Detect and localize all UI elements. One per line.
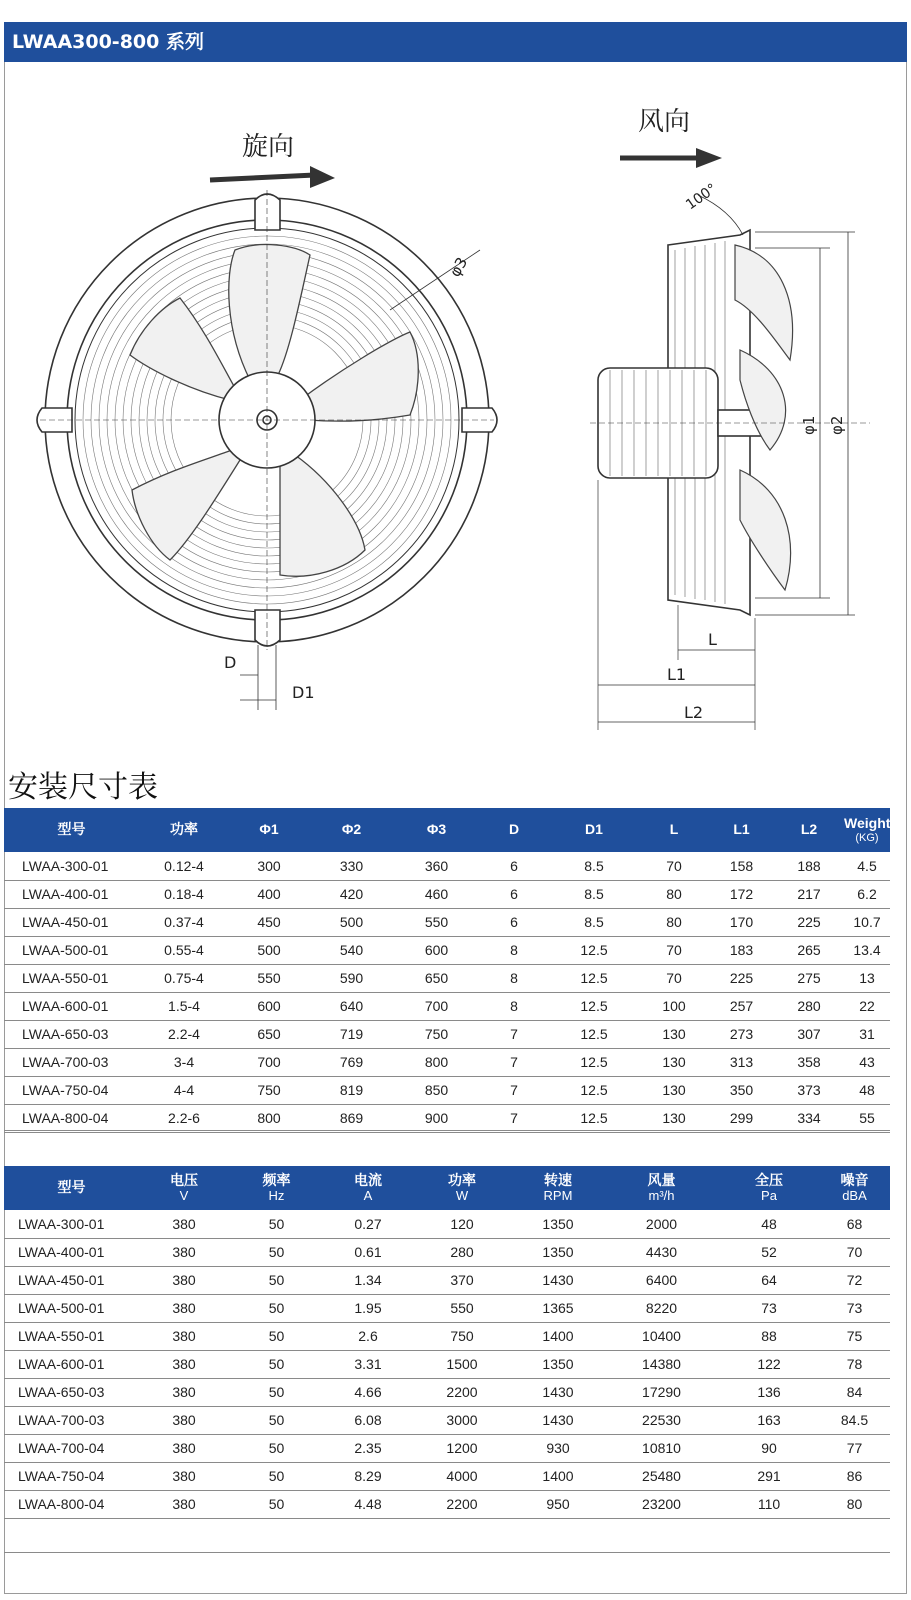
table-cell: 50: [229, 1266, 324, 1294]
table-cell: 300: [229, 852, 309, 880]
table-cell: 380: [139, 1266, 229, 1294]
table-cell: 78: [819, 1350, 890, 1378]
table-cell: 73: [819, 1294, 890, 1322]
table-cell: 2.35: [324, 1434, 412, 1462]
table-cell: 86: [819, 1462, 890, 1490]
header-cell: [412, 1166, 512, 1210]
table-cell: 700: [394, 992, 479, 1020]
header-label: 风量: [647, 1172, 676, 1189]
table-cell: 2.2-6: [139, 1104, 229, 1132]
table-cell: 12.5: [549, 964, 639, 992]
table-cell: 50: [229, 1434, 324, 1462]
header-cell: Φ3: [394, 808, 479, 852]
table-cell: 72: [819, 1266, 890, 1294]
header-unit: dBA: [842, 1187, 867, 1203]
d1-label: D1: [292, 683, 315, 702]
table-cell: 43: [844, 1048, 890, 1076]
header-cell: [512, 1166, 604, 1210]
table-cell: 6: [479, 880, 549, 908]
table-cell: 0.55-4: [139, 936, 229, 964]
table-cell: LWAA-650-03: [4, 1020, 139, 1048]
table-cell: 8.5: [549, 852, 639, 880]
table-cell: 550: [412, 1294, 512, 1322]
table-cell: 17290: [604, 1378, 719, 1406]
table-cell: 0.75-4: [139, 964, 229, 992]
table-cell: 719: [309, 1020, 394, 1048]
header-unit: A: [363, 1187, 373, 1203]
wind-direction-label: 风向: [638, 107, 691, 137]
table-cell: 1.34: [324, 1266, 412, 1294]
header-unit: W: [455, 1187, 469, 1203]
table-cell: 7: [479, 1104, 549, 1132]
table-cell: 6: [479, 908, 549, 936]
table-cell: 373: [774, 1076, 844, 1104]
table-cell: 22: [844, 992, 890, 1020]
table-row: [4, 1104, 890, 1132]
header-cell: [139, 1166, 229, 1210]
table-cell: 360: [394, 852, 479, 880]
table-cell: LWAA-400-01: [4, 880, 139, 908]
table-cell: 2200: [412, 1490, 512, 1518]
table-cell: 1350: [512, 1350, 604, 1378]
table-cell: 50: [229, 1294, 324, 1322]
table-cell: 380: [139, 1294, 229, 1322]
table-row: [4, 1020, 890, 1048]
table-cell: 650: [394, 964, 479, 992]
table-cell: LWAA-450-01: [4, 1266, 139, 1294]
table-cell: 12.5: [549, 1076, 639, 1104]
table-cell: 13: [844, 964, 890, 992]
table-cell: 1500: [412, 1350, 512, 1378]
table-cell: 8220: [604, 1294, 719, 1322]
divider: [4, 1130, 890, 1131]
table-cell: 257: [709, 992, 774, 1020]
table-cell: 50: [229, 1378, 324, 1406]
table-cell: 77: [819, 1434, 890, 1462]
table-cell: 130: [639, 1076, 709, 1104]
table-cell: 80: [639, 908, 709, 936]
table-cell: 590: [309, 964, 394, 992]
table-cell: 64: [719, 1266, 819, 1294]
table-cell: 2.2-4: [139, 1020, 229, 1048]
table-cell: 52: [719, 1238, 819, 1266]
table-cell: 3.31: [324, 1350, 412, 1378]
table-cell: 650: [229, 1020, 309, 1048]
header-label: 全压: [755, 1172, 783, 1189]
table-cell: 930: [512, 1434, 604, 1462]
table-cell: 330: [309, 852, 394, 880]
phi2-label: φ2: [828, 415, 846, 435]
table-cell: 6.08: [324, 1406, 412, 1434]
table-cell: 1.5-4: [139, 992, 229, 1020]
table-cell: 4.66: [324, 1378, 412, 1406]
header-unit: V: [179, 1187, 189, 1203]
table-cell: 550: [229, 964, 309, 992]
table-cell: LWAA-300-01: [4, 852, 139, 880]
table-cell: 350: [709, 1076, 774, 1104]
header-label: 电流: [354, 1172, 382, 1189]
header-cell: 功率: [139, 808, 229, 852]
d-label: D: [224, 653, 237, 672]
table-cell: 3-4: [139, 1048, 229, 1076]
table-cell: 100: [639, 992, 709, 1020]
table-cell: 25480: [604, 1462, 719, 1490]
table-cell: 0.18-4: [139, 880, 229, 908]
weight-label: Weight: [844, 815, 891, 832]
table-row: [4, 1350, 890, 1378]
fan-dimension-drawing: [10, 70, 900, 760]
section-title: 安装尺寸表: [8, 770, 158, 805]
table-cell: 12.5: [549, 936, 639, 964]
table-cell: 122: [719, 1350, 819, 1378]
table-cell: 1365: [512, 1294, 604, 1322]
header-cell: D: [479, 808, 549, 852]
table-cell: 3000: [412, 1406, 512, 1434]
table-row: [4, 964, 890, 992]
dimensions-header-row: [4, 808, 890, 852]
table-cell: 380: [139, 1350, 229, 1378]
table-row: [4, 1238, 890, 1266]
header-cell: D1: [549, 808, 639, 852]
table-cell: 225: [774, 908, 844, 936]
table-cell: 6.2: [844, 880, 890, 908]
table-cell: 50: [229, 1350, 324, 1378]
table-cell: 500: [229, 936, 309, 964]
header-cell: [229, 1166, 324, 1210]
table-cell: 1400: [512, 1462, 604, 1490]
table-cell: 334: [774, 1104, 844, 1132]
table-cell: 700: [229, 1048, 309, 1076]
table-cell: 84.5: [819, 1406, 890, 1434]
table-cell: 163: [719, 1406, 819, 1434]
table-cell: 0.37-4: [139, 908, 229, 936]
table-cell: 8: [479, 936, 549, 964]
header-label: 功率: [448, 1172, 476, 1189]
table-row: [4, 1294, 890, 1322]
l-label: L: [708, 630, 717, 649]
table-cell: 136: [719, 1378, 819, 1406]
table-cell: 120: [412, 1210, 512, 1238]
front-view: [37, 166, 497, 710]
table-cell: 80: [639, 880, 709, 908]
table-cell: 750: [412, 1322, 512, 1350]
table-cell: 73: [719, 1294, 819, 1322]
table-cell: 31: [844, 1020, 890, 1048]
table-cell: 8: [479, 992, 549, 1020]
header-cell: Φ2: [309, 808, 394, 852]
header-cell: [819, 1166, 890, 1210]
table-cell: 307: [774, 1020, 844, 1048]
table-cell: 750: [229, 1076, 309, 1104]
table-cell: 130: [639, 1048, 709, 1076]
header-label: 电压: [170, 1172, 198, 1189]
table-cell: 1400: [512, 1322, 604, 1350]
table-cell: 50: [229, 1322, 324, 1350]
table-cell: 380: [139, 1322, 229, 1350]
table-cell: LWAA-500-01: [4, 936, 139, 964]
table-cell: 460: [394, 880, 479, 908]
table-cell: 2000: [604, 1210, 719, 1238]
header-cell: L2: [774, 808, 844, 852]
table-cell: 280: [412, 1238, 512, 1266]
table-cell: 10810: [604, 1434, 719, 1462]
table-cell: 265: [774, 936, 844, 964]
table-cell: 50: [229, 1462, 324, 1490]
table-cell: 84: [819, 1378, 890, 1406]
table-cell: 90: [719, 1434, 819, 1462]
table-cell: 2200: [412, 1378, 512, 1406]
table-cell: 540: [309, 936, 394, 964]
table-row: [4, 936, 890, 964]
table-cell: 158: [709, 852, 774, 880]
table-cell: 13.4: [844, 936, 890, 964]
table-cell: 172: [709, 880, 774, 908]
table-cell: 299: [709, 1104, 774, 1132]
table-cell: LWAA-600-01: [4, 1350, 139, 1378]
table-row: [4, 1048, 890, 1076]
table-cell: 8.29: [324, 1462, 412, 1490]
header-cell: [324, 1166, 412, 1210]
header-cell: Φ1: [229, 808, 309, 852]
header-unit: Hz: [268, 1187, 285, 1203]
table-cell: 869: [309, 1104, 394, 1132]
table-row: [4, 1406, 890, 1434]
header-unit: m³/h: [648, 1187, 675, 1203]
table-cell: 900: [394, 1104, 479, 1132]
table-cell: 70: [639, 852, 709, 880]
table-cell: 0.27: [324, 1210, 412, 1238]
table-cell: 7: [479, 1048, 549, 1076]
table-cell: 225: [709, 964, 774, 992]
table-cell: 769: [309, 1048, 394, 1076]
table-cell: LWAA-750-04: [4, 1462, 139, 1490]
table-cell: 50: [229, 1238, 324, 1266]
table-cell: LWAA-300-01: [4, 1210, 139, 1238]
table-cell: 80: [819, 1490, 890, 1518]
table-row: [4, 908, 890, 936]
header-cell: [4, 1166, 139, 1210]
table-cell: 75: [819, 1322, 890, 1350]
table-cell: 1200: [412, 1434, 512, 1462]
table-cell: 130: [639, 1104, 709, 1132]
phi3-label: φ3: [445, 254, 472, 280]
table-cell: 1350: [512, 1210, 604, 1238]
divider: [4, 1552, 890, 1553]
dimensions-table-body: [4, 852, 890, 1132]
table-cell: 50: [229, 1406, 324, 1434]
table-cell: 600: [229, 992, 309, 1020]
table-row: [4, 1266, 890, 1294]
header-cell: 型号: [4, 808, 139, 852]
table-row: [4, 1378, 890, 1406]
table-cell: 7: [479, 1076, 549, 1104]
table-cell: 550: [394, 908, 479, 936]
table-cell: 6: [479, 852, 549, 880]
table-cell: 1430: [512, 1378, 604, 1406]
table-cell: 313: [709, 1048, 774, 1076]
table-cell: 50: [229, 1490, 324, 1518]
table-cell: 8.5: [549, 908, 639, 936]
table-row: [4, 880, 890, 908]
table-cell: LWAA-650-03: [4, 1378, 139, 1406]
header-cell: [719, 1166, 819, 1210]
side-view: [590, 148, 870, 730]
table-cell: 70: [639, 936, 709, 964]
table-cell: 6400: [604, 1266, 719, 1294]
table-row: [4, 1490, 890, 1518]
table-cell: 280: [774, 992, 844, 1020]
table-cell: 110: [719, 1490, 819, 1518]
table-cell: 130: [639, 1020, 709, 1048]
table-cell: 4430: [604, 1238, 719, 1266]
table-cell: 14380: [604, 1350, 719, 1378]
table-cell: 819: [309, 1076, 394, 1104]
angle-label: 100°: [683, 180, 720, 214]
table-cell: 1.95: [324, 1294, 412, 1322]
performance-table: [4, 1166, 890, 1519]
table-cell: LWAA-550-01: [4, 964, 139, 992]
table-cell: 450: [229, 908, 309, 936]
table-cell: LWAA-800-04: [4, 1104, 139, 1132]
table-cell: 273: [709, 1020, 774, 1048]
table-cell: 850: [394, 1076, 479, 1104]
table-row: [4, 1210, 890, 1238]
table-cell: 88: [719, 1322, 819, 1350]
rotation-label: 旋向: [242, 132, 295, 162]
table-cell: 500: [309, 908, 394, 936]
table-cell: 380: [139, 1406, 229, 1434]
table-cell: 4.48: [324, 1490, 412, 1518]
table-cell: 170: [709, 908, 774, 936]
header-cell: [604, 1166, 719, 1210]
table-cell: LWAA-600-01: [4, 992, 139, 1020]
table-cell: LWAA-750-04: [4, 1076, 139, 1104]
performance-header-row: [4, 1166, 890, 1210]
header-label: 型号: [57, 1179, 86, 1196]
table-cell: LWAA-500-01: [4, 1294, 139, 1322]
table-cell: LWAA-550-01: [4, 1322, 139, 1350]
table-cell: 380: [139, 1378, 229, 1406]
phi1-label: φ1: [800, 415, 818, 435]
table-cell: 358: [774, 1048, 844, 1076]
table-row: [4, 852, 890, 880]
table-cell: LWAA-700-03: [4, 1048, 139, 1076]
table-cell: 10400: [604, 1322, 719, 1350]
table-cell: 12.5: [549, 992, 639, 1020]
table-cell: LWAA-450-01: [4, 908, 139, 936]
header-unit: Pa: [761, 1187, 777, 1203]
l1-label: L1: [667, 665, 687, 684]
table-cell: 420: [309, 880, 394, 908]
table-cell: 380: [139, 1210, 229, 1238]
table-cell: 750: [394, 1020, 479, 1048]
table-cell: 1430: [512, 1406, 604, 1434]
table-cell: 275: [774, 964, 844, 992]
table-cell: 23200: [604, 1490, 719, 1518]
table-cell: 370: [412, 1266, 512, 1294]
weight-header: [844, 808, 890, 852]
header-cell: L: [639, 808, 709, 852]
table-cell: 400: [229, 880, 309, 908]
table-cell: 291: [719, 1462, 819, 1490]
table-row: [4, 992, 890, 1020]
l2-label: L2: [684, 703, 704, 722]
table-cell: 4-4: [139, 1076, 229, 1104]
table-cell: 380: [139, 1490, 229, 1518]
table-cell: 800: [229, 1104, 309, 1132]
table-cell: 68: [819, 1210, 890, 1238]
dimensions-table: [4, 808, 890, 1133]
table-cell: 12.5: [549, 1020, 639, 1048]
header-label: 频率: [262, 1172, 291, 1189]
performance-table-body: [4, 1210, 890, 1518]
table-cell: 217: [774, 880, 844, 908]
table-cell: 1430: [512, 1266, 604, 1294]
table-cell: 4.5: [844, 852, 890, 880]
table-cell: 10.7: [844, 908, 890, 936]
table-cell: 188: [774, 852, 844, 880]
table-cell: LWAA-700-03: [4, 1406, 139, 1434]
table-row: [4, 1076, 890, 1104]
table-cell: 640: [309, 992, 394, 1020]
table-cell: 380: [139, 1238, 229, 1266]
table-cell: 8.5: [549, 880, 639, 908]
table-cell: 70: [639, 964, 709, 992]
page-title: LWAA300-800 系列: [4, 22, 907, 62]
table-row: [4, 1434, 890, 1462]
table-cell: 183: [709, 936, 774, 964]
table-cell: 380: [139, 1434, 229, 1462]
table-cell: 70: [819, 1238, 890, 1266]
table-cell: 48: [719, 1210, 819, 1238]
table-cell: 55: [844, 1104, 890, 1132]
table-row: [4, 1322, 890, 1350]
table-cell: 48: [844, 1076, 890, 1104]
table-cell: 22530: [604, 1406, 719, 1434]
table-cell: 950: [512, 1490, 604, 1518]
table-cell: 0.61: [324, 1238, 412, 1266]
table-cell: 12.5: [549, 1104, 639, 1132]
header-cell: L1: [709, 808, 774, 852]
table-cell: 12.5: [549, 1048, 639, 1076]
table-cell: 0.12-4: [139, 852, 229, 880]
table-cell: 8: [479, 964, 549, 992]
weight-unit: (KG): [855, 831, 879, 844]
table-cell: 1350: [512, 1238, 604, 1266]
table-cell: 800: [394, 1048, 479, 1076]
table-cell: 600: [394, 936, 479, 964]
header-label: 转速: [544, 1172, 572, 1189]
header-label: 噪音: [840, 1172, 869, 1189]
table-cell: 380: [139, 1462, 229, 1490]
table-cell: 4000: [412, 1462, 512, 1490]
table-cell: LWAA-400-01: [4, 1238, 139, 1266]
table-cell: LWAA-700-04: [4, 1434, 139, 1462]
table-cell: 2.6: [324, 1322, 412, 1350]
table-cell: LWAA-800-04: [4, 1490, 139, 1518]
header-unit: RPM: [543, 1187, 573, 1203]
table-cell: 7: [479, 1020, 549, 1048]
table-row: [4, 1462, 890, 1490]
table-cell: 50: [229, 1210, 324, 1238]
